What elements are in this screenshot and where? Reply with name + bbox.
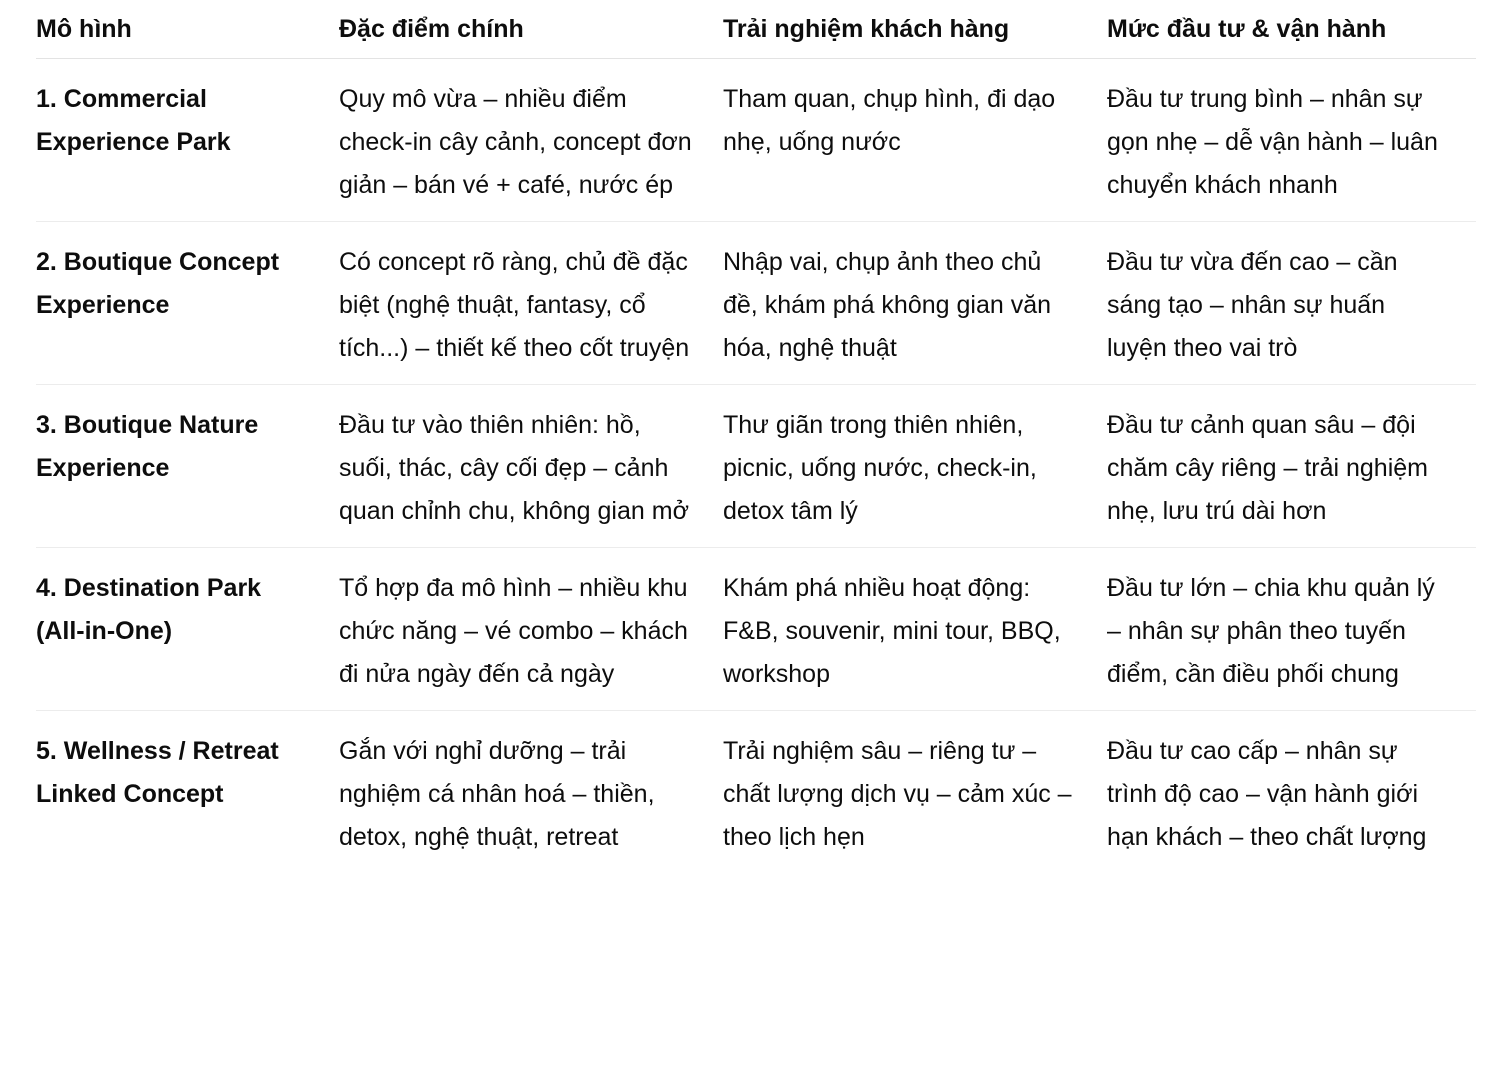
table-row	[36, 59, 1476, 222]
cell-model: 2. Boutique Concept Experience	[36, 222, 339, 385]
table-row	[36, 548, 1476, 711]
cell-model: 1. Commercial Experience Park	[36, 59, 339, 222]
cell-investment: Đầu tư vừa đến cao – cần sáng tạo – nhân sự huấn luyện theo vai trò	[1107, 222, 1476, 385]
cell-experience: Nhập vai, chụp ảnh theo chủ đề, khám phá không gian văn hóa, nghệ thuật	[723, 222, 1107, 385]
cell-investment: Đầu tư cảnh quan sâu – đội chăm cây riêng – trải nghiệm nhẹ, lưu trú dài hơn	[1107, 385, 1476, 548]
cell-model: 4. Destination Park (All-in-One)	[36, 548, 339, 711]
cell-experience: Khám phá nhiều hoạt động: F&B, souvenir, mini tour, BBQ, workshop	[723, 548, 1107, 711]
cell-investment: Đầu tư trung bình – nhân sự gọn nhẹ – dễ vận hành – luân chuyển khách nhanh	[1107, 59, 1476, 222]
model-comparison-table	[36, 0, 1476, 873]
table-row	[36, 385, 1476, 548]
cell-features: Tổ hợp đa mô hình – nhiều khu chức năng – vé combo – khách đi nửa ngày đến cả ngày	[339, 548, 723, 711]
table-body	[36, 59, 1476, 874]
header-investment: Mức đầu tư & vận hành	[1107, 0, 1476, 59]
header-features: Đặc điểm chính	[339, 0, 723, 59]
table-row	[36, 222, 1476, 385]
cell-experience: Tham quan, chụp hình, đi dạo nhẹ, uống nước	[723, 59, 1107, 222]
cell-features: Gắn với nghỉ dưỡng – trải nghiệm cá nhân hoá – thiền, detox, nghệ thuật, retreat	[339, 737, 655, 851]
cell-model: 3. Boutique Nature Experience	[36, 385, 339, 548]
table-row	[36, 711, 1476, 874]
cell-experience: Trải nghiệm sâu – riêng tư – chất lượng dịch vụ – cảm xúc – theo lịch hẹn	[723, 737, 1072, 851]
header-model: Mô hình	[36, 0, 339, 59]
cell-experience: Thư giãn trong thiên nhiên, picnic, uống nước, check-in, detox tâm lý	[723, 385, 1107, 548]
cell-features: Đầu tư vào thiên nhiên: hồ, suối, thác, cây cối đẹp – cảnh quan chỉnh chu, không gian mở	[339, 385, 723, 548]
cell-investment: Đầu tư lớn – chia khu quản lý – nhân sự phân theo tuyến điểm, cần điều phối chung	[1107, 548, 1476, 711]
header-row	[36, 0, 1476, 59]
cell-features: Có concept rõ ràng, chủ đề đặc biệt (nghệ thuật, fantasy, cổ tích...) – thiết kế theo cốt truyện	[339, 222, 723, 385]
cell-investment: Đầu tư cao cấp – nhân sự trình độ cao – vận hành giới hạn khách – theo chất lượng	[1107, 737, 1427, 851]
header-experience: Trải nghiệm khách hàng	[723, 0, 1107, 59]
cell-features: Quy mô vừa – nhiều điểm check-in cây cảnh, concept đơn giản – bán vé + café, nước ép	[339, 59, 723, 222]
table-header	[36, 0, 1476, 59]
model-comparison-table-container	[36, 0, 1476, 873]
cell-model: 5. Wellness / Retreat Linked Concept	[36, 737, 279, 808]
